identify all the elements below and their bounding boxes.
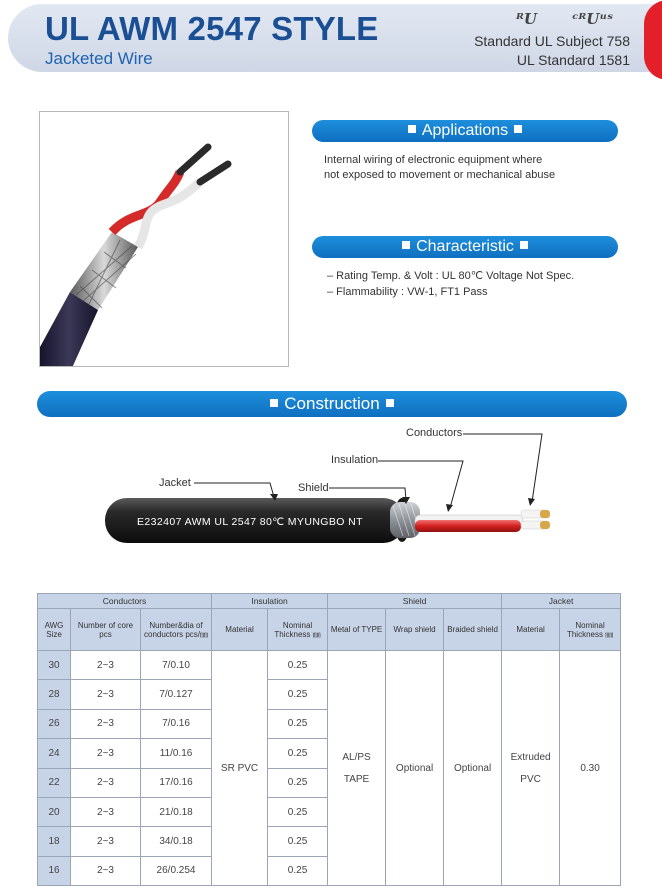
cell-awg: 24	[38, 739, 71, 768]
characteristic-line-1: – Rating Temp. & Volt : UL 80℃ Voltage Not Spec.	[327, 270, 575, 282]
cell-cores: 2~3	[71, 856, 141, 885]
square-bullet-icon	[520, 241, 528, 249]
cell-dia: 21/0.18	[141, 797, 212, 826]
col-jacket-thickness: Nominal Thickness ㎜	[560, 609, 621, 651]
cell-thickness: 0.25	[268, 680, 328, 709]
cell-jacket-material	[502, 651, 560, 886]
applications-text	[324, 153, 555, 183]
cell-dia: 17/0.16	[141, 768, 212, 797]
cell-thickness: 0.25	[268, 797, 328, 826]
construction-heading-bar	[37, 391, 627, 417]
col-insulation-thickness: Nominal Thickness ㎜	[268, 609, 328, 651]
page-title: UL AWM 2547 STYLE	[45, 10, 379, 47]
square-bullet-icon	[270, 399, 278, 407]
cul-us-logo: ᶜᴿUᵘˢ	[572, 10, 614, 28]
jacket-label: Jacket	[159, 477, 191, 489]
cell-cores: 2~3	[71, 680, 141, 709]
cell-metal-type	[328, 651, 386, 886]
cell-awg: 18	[38, 827, 71, 856]
group-conductors: Conductors	[38, 594, 212, 609]
cell-dia: 7/0.10	[141, 651, 212, 680]
shield-label: Shield	[298, 482, 329, 494]
cell-dia: 7/0.16	[141, 709, 212, 738]
cell-thickness: 0.25	[268, 709, 328, 738]
jacket-material-line-2: PVC	[520, 773, 541, 785]
cell-dia: 7/0.127	[141, 680, 212, 709]
cell-jacket-thickness: 0.30	[560, 651, 621, 886]
cell-thickness: 0.25	[268, 739, 328, 768]
table-row	[38, 651, 621, 680]
square-bullet-icon	[402, 241, 410, 249]
construction-diagram	[100, 420, 580, 550]
cell-awg: 28	[38, 680, 71, 709]
cell-thickness: 0.25	[268, 856, 328, 885]
cell-dia: 26/0.254	[141, 856, 212, 885]
col-conductor-dia: Number&dia of conductors pcs/㎜	[141, 609, 212, 651]
jacket-material-line-1: Extruded	[510, 751, 551, 763]
construction-heading: Construction	[284, 394, 380, 413]
applications-heading: Applications	[421, 122, 509, 139]
standard-ul: UL Standard 1581	[516, 52, 630, 68]
cell-dia: 34/0.18	[141, 827, 212, 856]
group-jacket: Jacket	[502, 594, 621, 609]
square-bullet-icon	[514, 125, 522, 133]
col-insulation-material: Material	[212, 609, 268, 651]
cell-thickness: 0.25	[268, 651, 328, 680]
insulation-label: Insulation	[331, 454, 379, 466]
cell-cores: 2~3	[71, 739, 141, 768]
characteristic-heading-bar	[312, 236, 618, 258]
cell-awg: 30	[38, 651, 71, 680]
cell-cores: 2~3	[71, 651, 141, 680]
standard-subject: Standard UL Subject 758	[474, 33, 630, 49]
ul-certification-logos	[516, 10, 614, 32]
cell-wrap-shield: Optional	[386, 651, 444, 886]
page-subtitle: Jacketed Wire	[45, 49, 153, 68]
cell-cores: 2~3	[71, 709, 141, 738]
metal-type-line-2: TAPE	[343, 773, 370, 785]
jacket-print-text: E232407 AWM UL 2547 80℃ MYUNGBO NT	[137, 516, 363, 528]
characteristic-line-2: – Flammability : VW-1, FT1 Pass	[327, 286, 488, 298]
cell-insulation-material: SR PVC	[212, 651, 268, 886]
col-metal-type: Metal of TYPE	[328, 609, 386, 651]
cell-dia: 11/0.16	[141, 739, 212, 768]
cell-thickness: 0.25	[268, 827, 328, 856]
cell-thickness: 0.25	[268, 768, 328, 797]
col-braided-shield: Braided shield	[444, 609, 502, 651]
cable-photo-illustration	[40, 112, 289, 367]
col-jacket-material: Material	[502, 609, 560, 651]
applications-heading-bar	[312, 120, 618, 142]
group-shield: Shield	[328, 594, 502, 609]
group-insulation: Insulation	[212, 594, 328, 609]
applications-line-2: not exposed to movement or mechanical abuse	[324, 169, 556, 181]
conductors-label: Conductors	[406, 427, 463, 439]
spec-table	[37, 593, 621, 886]
red-side-tab	[644, 0, 662, 80]
metal-type-line-1: AL/PS	[342, 751, 371, 763]
square-bullet-icon	[386, 399, 394, 407]
cell-awg: 16	[38, 856, 71, 885]
ul-recognized-logo: ᴿU	[516, 10, 537, 28]
cell-awg: 22	[38, 768, 71, 797]
characteristic-heading: Characteristic	[416, 238, 514, 255]
cell-cores: 2~3	[71, 827, 141, 856]
col-core-count: Number of core pcs	[71, 609, 141, 651]
col-wrap-shield: Wrap shield	[386, 609, 444, 651]
col-awg-size: AWG Size	[38, 609, 71, 651]
cell-braided-shield: Optional	[444, 651, 502, 886]
characteristic-text	[327, 268, 574, 300]
cable-photo	[39, 111, 289, 367]
cell-awg: 26	[38, 709, 71, 738]
applications-line-1: Internal wiring of electronic equipment where	[324, 154, 543, 166]
square-bullet-icon	[408, 125, 416, 133]
cell-cores: 2~3	[71, 768, 141, 797]
cell-cores: 2~3	[71, 797, 141, 826]
cell-awg: 20	[38, 797, 71, 826]
